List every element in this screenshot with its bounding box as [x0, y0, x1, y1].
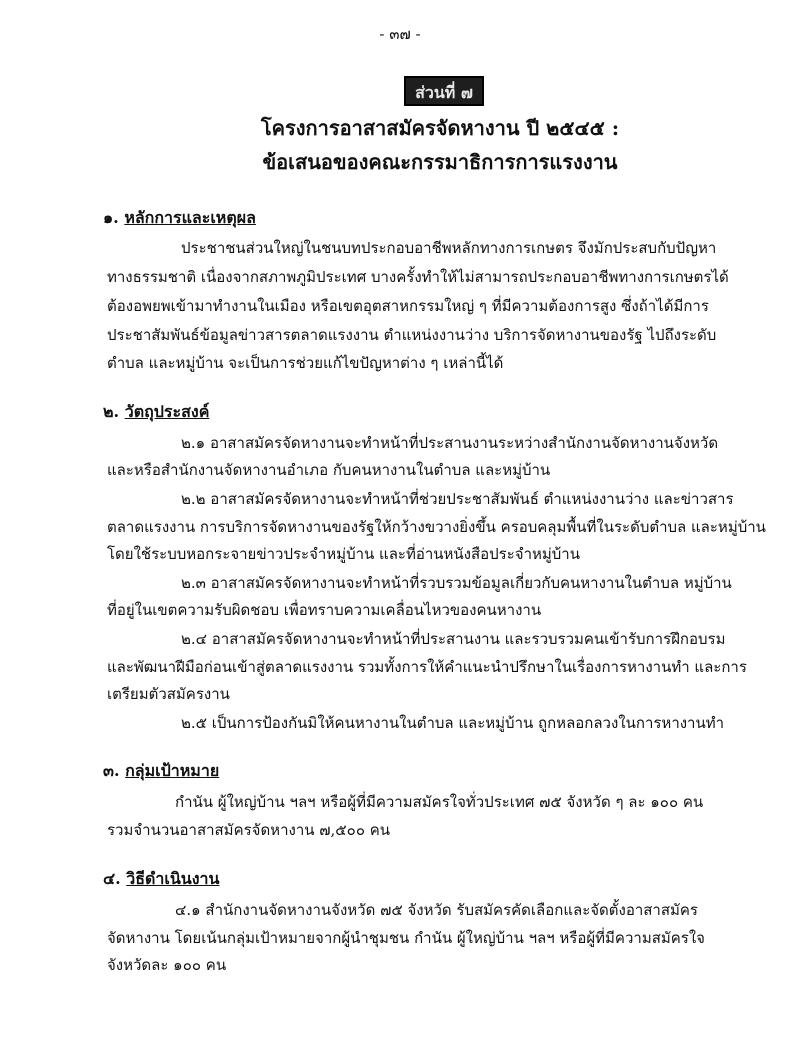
section-number: ๓. — [103, 761, 120, 780]
paragraph-line: โดยใช้ระบบหอกระจายข่าวประจำหมู่บ้าน และที่อ่านหนังสือประจำหมู่บ้าน — [107, 545, 580, 563]
section-title: กลุ่มเป้าหมาย — [125, 761, 220, 780]
paragraph-line: ที่อยู่ในเขตความรับผิดชอบ เพื่อทราบความเคลื่อนไหวของคนหางาน — [107, 601, 542, 619]
paragraph-line: ประชาชนส่วนใหญ่ในชนบทประกอบอาชีพหลักทางการเกษตร จึงมักประสบกับปัญหา — [181, 239, 717, 257]
page-subtitle: ข้อเสนอของคณะกรรมาธิการการแรงงาน — [262, 150, 618, 174]
section-badge: ส่วนที่ ๗ — [404, 76, 484, 106]
paragraph-line: และหรือสำนักงานจัดหางานอำเภอ กับคนหางานในตำบล และหมู่บ้าน — [107, 461, 551, 479]
paragraph-line: ตำบล และหมู่บ้าน จะเป็นการช่วยแก้ไขปัญหาต่าง ๆ เหล่านี้ได้ — [107, 354, 504, 372]
section-heading-2 — [103, 400, 209, 425]
section-title: วิธีดำเนินงาน — [126, 869, 220, 888]
section-heading-4 — [103, 867, 219, 892]
paragraph-line: ๒.๔ อาสาสมัครจัดหางานจะทำหน้าที่ประสานงาน และรวบรวมคนเข้ารับการฝึกอบรม — [181, 630, 726, 648]
paragraph-line: และพัฒนาฝีมือก่อนเข้าสู่ตลาดแรงงาน รวมทั้งการให้คำแนะนำปรึกษาในเรื่องการหางานทำ และการ — [107, 658, 747, 676]
paragraph-line: ๒.๑ อาสาสมัครจัดหางานจะทำหน้าที่ประสานงานระหว่างสำนักงานจัดหางานจังหวัด — [181, 434, 719, 452]
paragraph-line: ๒.๕ เป็นการป้องกันมิให้คนหางานในตำบล และหมู่บ้าน ถูกหลอกลวงในการหางานทำ — [181, 714, 725, 732]
section-number: ๒. — [103, 402, 120, 421]
section-number: ๔. — [103, 869, 121, 888]
section-title: วัตถุประสงค์ — [124, 402, 210, 421]
paragraph-line: รวมจำนวนอาสาสมัครจัดหางาน ๗,๕๐๐ คน — [107, 821, 391, 839]
section-number: ๑. — [103, 208, 119, 227]
page-title: โครงการอาสาสมัครจัดหางาน ปี ๒๕๔๕ : — [260, 116, 620, 140]
paragraph-line: ต้องอพยพเข้ามาทำงานในเมือง หรือเขตอุตสาหกรรมใหญ่ ๆ ที่มีความต้องการสูง ซึ่งถ้าได้มีการ — [107, 297, 709, 315]
paragraph-line: ๒.๓ อาสาสมัครจัดหางานจะทำหน้าที่รวบรวมข้อมูลเกี่ยวกับคนหางานในตำบล หมู่บ้าน — [181, 574, 732, 592]
paragraph-line: ตลาดแรงงาน การบริการจัดหางานของรัฐให้กว้างขวางยิ่งขึ้น ครอบคลุมพื้นที่ในระดับตำบล และหมู่บ้าน — [107, 518, 766, 536]
paragraph-line: จังหวัดละ ๑๐๐ คน — [107, 956, 227, 974]
paragraph-line: ทางธรรมชาติ เนื่องจากสภาพภูมิประเทศ บางครั้งทำให้ไม่สามารถประกอบอาชีพทางการเกษตรได้ — [107, 268, 729, 286]
paragraph-line: ประชาสัมพันธ์ข้อมูลข่าวสารตลาดแรงงาน ตำแหน่งงานว่าง บริการจัดหางานของรัฐ ไปถึงระดับ — [107, 326, 717, 344]
page-number: - ๓๗ - — [379, 25, 421, 43]
section-title: หลักการและเหตุผล — [124, 208, 256, 227]
paragraph-line: กำนัน ผู้ใหญ่บ้าน ฯลฯ หรือผู้ที่มีความสมัครใจทั่วประเทศ ๗๕ จังหวัด ๆ ละ ๑๐๐ คน — [175, 793, 704, 811]
section-heading-3 — [103, 759, 219, 784]
paragraph-line: ๔.๑ สำนักงานจัดหางานจังหวัด ๗๕ จังหวัด รับสมัครคัดเลือกและจัดตั้งอาสาสมัคร — [175, 901, 698, 919]
paragraph-line: ๒.๒ อาสาสมัครจัดหางานจะทำหน้าที่ช่วยประชาสัมพันธ์ ตำแหน่งงานว่าง และข่าวสาร — [181, 490, 734, 508]
paragraph-line: จัดหางาน โดยเน้นกลุ่มเป้าหมายจากผู้นำชุมชน กำนัน ผู้ใหญ่บ้าน ฯลฯ หรือผู้ที่มีความสมัครใจ — [107, 929, 705, 947]
paragraph-line: เตรียมตัวสมัครงาน — [107, 685, 230, 703]
section-heading-1 — [103, 206, 256, 231]
